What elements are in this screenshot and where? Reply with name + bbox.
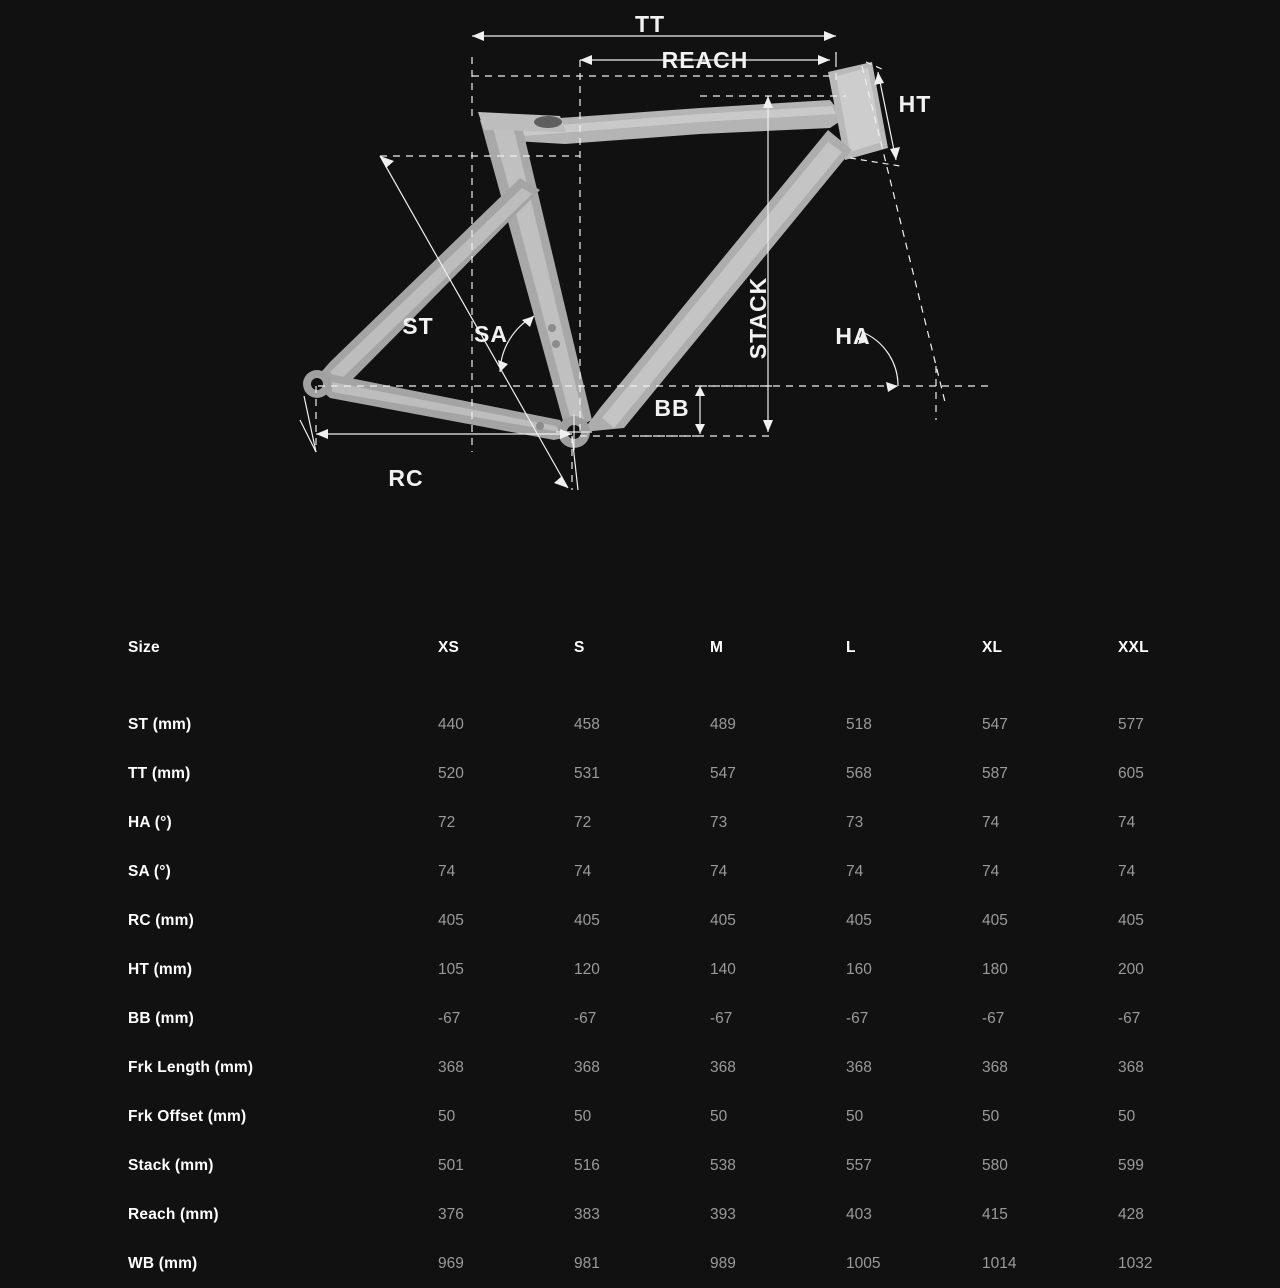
row-label-frk-length: Frk Length (mm) bbox=[128, 1058, 254, 1076]
cell-ht-xl: 180 bbox=[982, 960, 1008, 978]
cell-tt-xl: 587 bbox=[982, 764, 1008, 782]
cell-sa-xl: 74 bbox=[982, 862, 1000, 880]
table-header bbox=[128, 600, 1254, 696]
cell-frk-length-xxl: 368 bbox=[1118, 1058, 1144, 1076]
cell-tt-l: 568 bbox=[846, 764, 872, 782]
cell-frk-offset-s: 50 bbox=[574, 1107, 592, 1125]
table-row bbox=[128, 696, 1254, 749]
table-row bbox=[128, 1043, 1254, 1092]
label-ha: HA bbox=[835, 323, 871, 349]
cell-frk-length-l: 368 bbox=[846, 1058, 872, 1076]
cell-bb-m: -67 bbox=[710, 1009, 733, 1027]
cell-ha-m: 73 bbox=[710, 813, 728, 831]
cell-ha-xl: 74 bbox=[982, 813, 1000, 831]
cell-ht-s: 120 bbox=[574, 960, 600, 978]
column-header-s: S bbox=[574, 639, 585, 656]
row-label-sa: SA (°) bbox=[128, 862, 171, 880]
geometry-table bbox=[128, 600, 1254, 1288]
column-header-xxl: XXL bbox=[1118, 639, 1149, 656]
cell-tt-s: 531 bbox=[574, 764, 600, 782]
cell-stack-xs: 501 bbox=[438, 1156, 464, 1174]
label-sa: SA bbox=[474, 321, 508, 347]
cell-reach-xl: 415 bbox=[982, 1205, 1008, 1223]
cell-wb-xl: 1014 bbox=[982, 1254, 1017, 1272]
cell-wb-xxl: 1032 bbox=[1118, 1254, 1153, 1272]
cell-frk-length-xl: 368 bbox=[982, 1058, 1008, 1076]
cell-frk-offset-m: 50 bbox=[710, 1107, 728, 1125]
table-row bbox=[128, 749, 1254, 798]
table-body bbox=[128, 696, 1254, 1288]
cell-ha-l: 73 bbox=[846, 813, 864, 831]
cell-frk-length-m: 368 bbox=[710, 1058, 736, 1076]
row-label-frk-offset: Frk Offset (mm) bbox=[128, 1107, 247, 1125]
column-header-size: Size bbox=[128, 639, 160, 656]
cell-stack-m: 538 bbox=[710, 1156, 736, 1174]
cell-rc-l: 405 bbox=[846, 911, 872, 929]
cell-bb-s: -67 bbox=[574, 1009, 597, 1027]
cell-sa-xs: 74 bbox=[438, 862, 456, 880]
cell-bb-xxl: -67 bbox=[1118, 1009, 1141, 1027]
table-row bbox=[128, 994, 1254, 1043]
cell-st-xxl: 577 bbox=[1118, 715, 1144, 733]
cell-rc-xl: 405 bbox=[982, 911, 1008, 929]
table-row bbox=[128, 896, 1254, 945]
cell-stack-s: 516 bbox=[574, 1156, 600, 1174]
cell-frk-offset-l: 50 bbox=[846, 1107, 864, 1125]
label-tt: TT bbox=[634, 11, 666, 37]
cell-bb-xl: -67 bbox=[982, 1009, 1005, 1027]
label-reach: REACH bbox=[661, 47, 749, 73]
row-label-rc: RC (mm) bbox=[128, 911, 194, 929]
label-st: ST bbox=[402, 313, 434, 339]
cell-wb-l: 1005 bbox=[846, 1254, 881, 1272]
cell-tt-xs: 520 bbox=[438, 764, 464, 782]
column-header-xs: XS bbox=[438, 639, 460, 656]
cell-st-l: 518 bbox=[846, 715, 872, 733]
cell-bb-l: -67 bbox=[846, 1009, 869, 1027]
row-label-stack: Stack (mm) bbox=[128, 1156, 214, 1174]
cell-frk-length-xs: 368 bbox=[438, 1058, 464, 1076]
label-ht: HT bbox=[898, 91, 932, 117]
row-label-ht: HT (mm) bbox=[128, 960, 193, 978]
table-header-row bbox=[128, 600, 1254, 696]
column-header-xl: XL bbox=[982, 639, 1003, 656]
row-label-wb: WB (mm) bbox=[128, 1254, 198, 1272]
cell-stack-l: 557 bbox=[846, 1156, 872, 1174]
cell-reach-m: 393 bbox=[710, 1205, 736, 1223]
cell-tt-m: 547 bbox=[710, 764, 736, 782]
row-label-reach: Reach (mm) bbox=[128, 1205, 219, 1223]
cell-stack-xxl: 599 bbox=[1118, 1156, 1144, 1174]
cell-rc-s: 405 bbox=[574, 911, 600, 929]
cell-wb-m: 989 bbox=[710, 1254, 736, 1272]
cell-rc-xs: 405 bbox=[438, 911, 464, 929]
cell-frk-offset-xl: 50 bbox=[982, 1107, 1000, 1125]
label-stack: STACK bbox=[745, 276, 771, 360]
cell-sa-xxl: 74 bbox=[1118, 862, 1136, 880]
table-row bbox=[128, 847, 1254, 896]
cell-frk-length-s: 368 bbox=[574, 1058, 600, 1076]
cell-ht-l: 160 bbox=[846, 960, 872, 978]
table-row bbox=[128, 1092, 1254, 1141]
table-row bbox=[128, 1239, 1254, 1288]
cell-ha-xs: 72 bbox=[438, 813, 456, 831]
cell-ht-xxl: 200 bbox=[1118, 960, 1144, 978]
cell-reach-l: 403 bbox=[846, 1205, 872, 1223]
row-label-bb: BB (mm) bbox=[128, 1009, 194, 1027]
row-label-ha: HA (°) bbox=[128, 813, 172, 831]
cell-sa-s: 74 bbox=[574, 862, 592, 880]
cell-st-xl: 547 bbox=[982, 715, 1008, 733]
cell-frk-offset-xxl: 50 bbox=[1118, 1107, 1136, 1125]
table-row bbox=[128, 1141, 1254, 1190]
label-rc: RC bbox=[388, 465, 424, 491]
geometry-diagram bbox=[0, 0, 1280, 560]
label-bb: BB bbox=[654, 395, 690, 421]
row-label-st: ST (mm) bbox=[128, 715, 192, 733]
cell-wb-s: 981 bbox=[574, 1254, 600, 1272]
column-header-l: L bbox=[846, 639, 856, 656]
table-row bbox=[128, 1190, 1254, 1239]
cell-ha-xxl: 74 bbox=[1118, 813, 1136, 831]
cell-tt-xxl: 605 bbox=[1118, 764, 1144, 782]
cell-reach-xxl: 428 bbox=[1118, 1205, 1144, 1223]
table-row bbox=[128, 798, 1254, 847]
row-label-tt: TT (mm) bbox=[128, 764, 191, 782]
cell-st-xs: 440 bbox=[438, 715, 464, 733]
cell-rc-m: 405 bbox=[710, 911, 736, 929]
cell-reach-xs: 376 bbox=[438, 1205, 464, 1223]
cell-sa-l: 74 bbox=[846, 862, 864, 880]
cell-ht-xs: 105 bbox=[438, 960, 464, 978]
cell-bb-xs: -67 bbox=[438, 1009, 461, 1027]
cell-st-m: 489 bbox=[710, 715, 736, 733]
table-row bbox=[128, 945, 1254, 994]
cell-ht-m: 140 bbox=[710, 960, 736, 978]
cell-stack-xl: 580 bbox=[982, 1156, 1008, 1174]
geometry-table-area bbox=[0, 560, 1280, 1280]
cell-st-s: 458 bbox=[574, 715, 600, 733]
cell-reach-s: 383 bbox=[574, 1205, 600, 1223]
column-header-m: M bbox=[710, 639, 724, 656]
cell-sa-m: 74 bbox=[710, 862, 728, 880]
cell-frk-offset-xs: 50 bbox=[438, 1107, 456, 1125]
cell-wb-xs: 969 bbox=[438, 1254, 464, 1272]
cell-ha-s: 72 bbox=[574, 813, 592, 831]
diagram-background bbox=[0, 0, 1280, 560]
cell-rc-xxl: 405 bbox=[1118, 911, 1144, 929]
